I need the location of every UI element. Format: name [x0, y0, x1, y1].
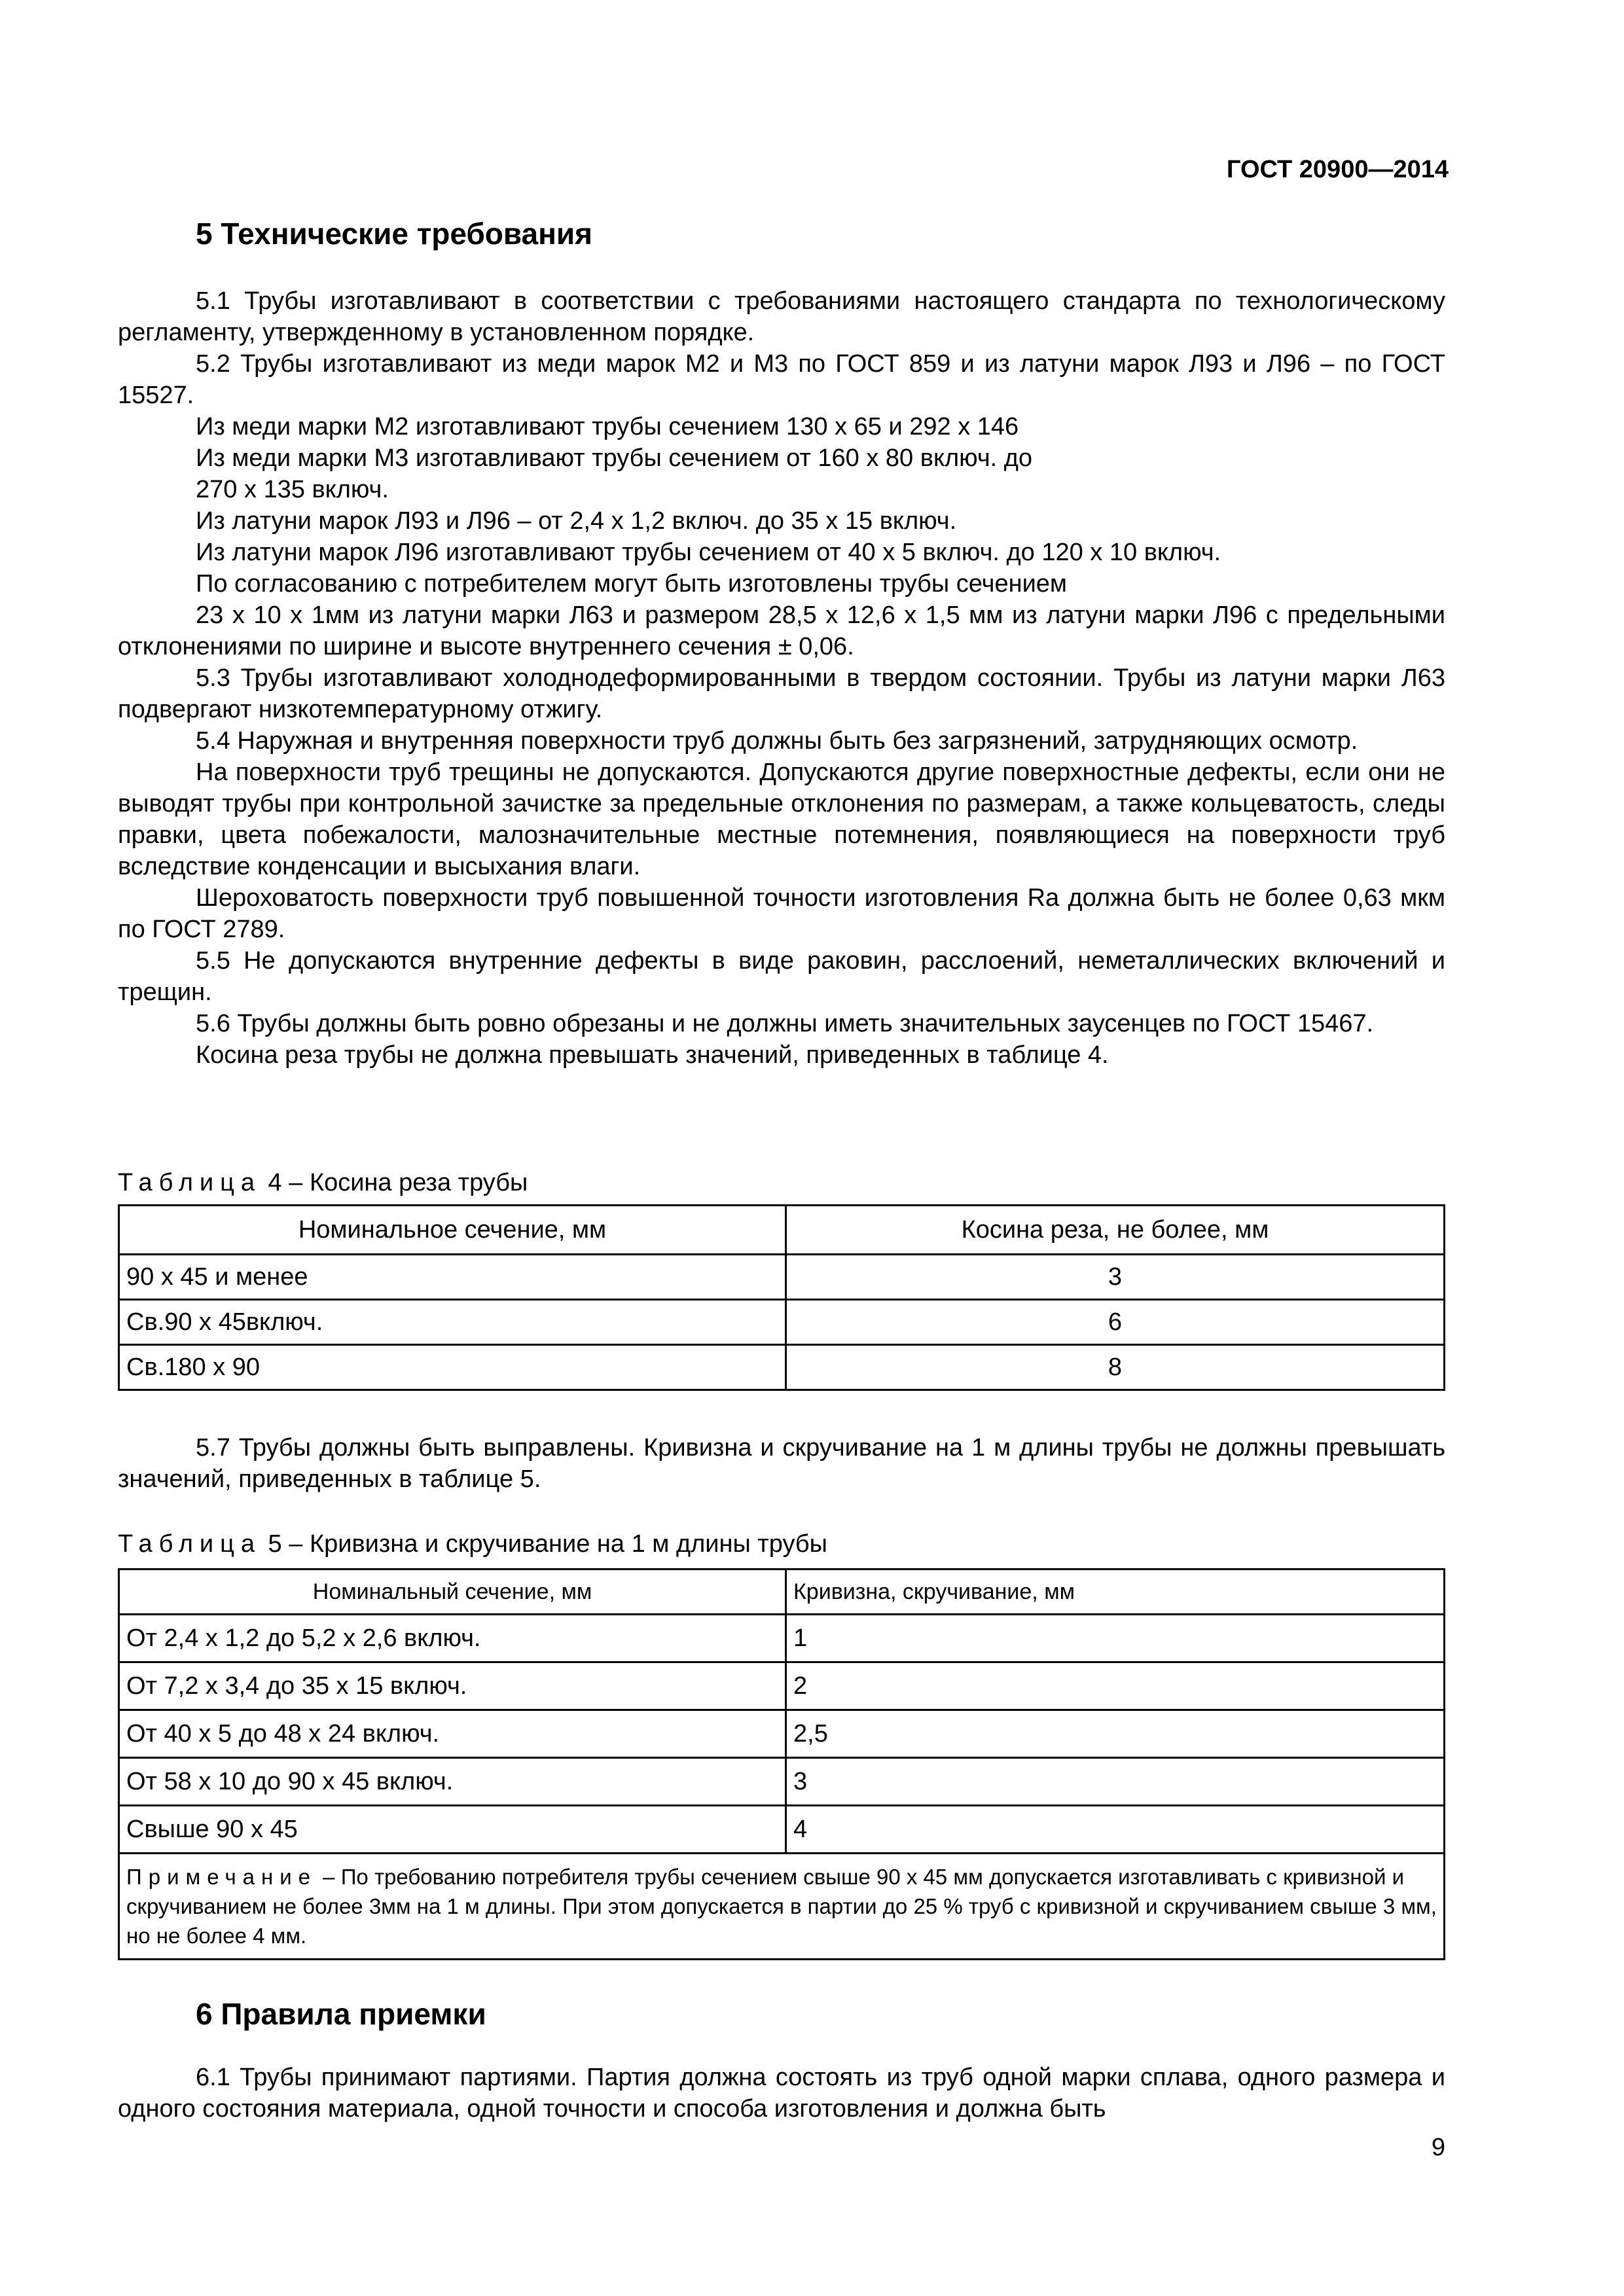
paragraph-5-7: 5.7 Трубы должны быть выправлены. Кривизна и скручивание на 1 м длины трубы не должны превышать значений, приведенных в таблице 5.	[118, 1434, 1445, 1493]
table-5-cell-section: Свыше 90 х 45	[119, 1806, 786, 1854]
table-4-caption-label: Таблица	[118, 1169, 261, 1196]
table-5-note-label: Примечание	[126, 1865, 317, 1889]
section-5-body	[118, 285, 1445, 1071]
table-row	[119, 1710, 1445, 1758]
paragraph-5-1: 5.1 Трубы изготавливают в соответствии с требованиями настоящего стандарта по технологическому регламенту, утвержденному в установленном порядке.	[118, 287, 1445, 346]
table-5-cell-curvature: 2	[786, 1662, 1445, 1710]
table-5-cell-curvature: 4	[786, 1806, 1445, 1854]
paragraph-cut-bevel: Косина реза трубы не должна превышать значений, приведенных в таблице 4.	[196, 1041, 1109, 1069]
paragraph-5-6: 5.6 Трубы должны быть ровно обрезаны и не должны иметь значительных заусенцев по ГОСТ 15467.	[196, 1010, 1374, 1037]
table-4-cell-bevel: 3	[786, 1255, 1445, 1300]
table-5-caption-text: 5 – Кривизна и скручивание на 1 м длины трубы	[261, 1530, 827, 1558]
table-row	[119, 1615, 1445, 1662]
section-5-title: 5 Технические требования	[196, 217, 592, 251]
paragraph-m2: Из меди марки М2 изготавливают трубы сечением 130 х 65 и 292 х 146	[196, 413, 1019, 440]
paragraph-6-1: 6.1 Трубы принимают партиями. Партия должна состоять из труб одной марки сплава, одного размера и одного состояния материала, одной точности и способа изготовления и должна быть	[118, 2064, 1445, 2123]
paragraph-l93: Из латуни марок Л93 и Л96 – от 2,4 х 1,2 включ. до 35 х 15 включ.	[196, 507, 957, 535]
table-4-header-row	[119, 1206, 1445, 1255]
table-row	[119, 1806, 1445, 1854]
table-row	[119, 1758, 1445, 1806]
paragraph-roughness: Шероховатость поверхности труб повышенной точности изготовления Ra должна быть не более 0,63 мкм по ГОСТ 2789.	[118, 884, 1445, 943]
table-5-cell-curvature: 1	[786, 1615, 1445, 1662]
table-4-caption	[118, 1169, 528, 1197]
table-4	[118, 1204, 1445, 1391]
table-4-header-bevel: Косина реза, не более, мм	[786, 1206, 1445, 1255]
table-4-cell-section: 90 х 45 и менее	[119, 1255, 786, 1300]
table-4-header-section: Номинальное сечение, мм	[119, 1206, 786, 1255]
table-row	[119, 1255, 1445, 1300]
section-6-body	[118, 2062, 1445, 2125]
paragraph-5-2: 5.2 Трубы изготавливают из меди марок М2 и М3 по ГОСТ 859 и из латуни марок Л93 и Л96 – по ГОСТ 15527.	[118, 350, 1445, 409]
table-5-cell-section: От 2,4 х 1,2 до 5,2 х 2,6 включ.	[119, 1615, 786, 1662]
table-5-header-row	[119, 1570, 1445, 1615]
table-5-note-text: – По требованию потребителя трубы сечением свыше 90 х 45 мм допускается изготавливать с кривизной и скручиванием не более 3мм на 1 м длины. При этом допускается в партии до 25 % труб с кривизной и скручиванием свыше 3 мм, но не более 4 мм.	[126, 1865, 1437, 1948]
paragraph-m3-cont: 270 х 135 включ.	[196, 476, 389, 503]
table-5-caption	[118, 1530, 827, 1558]
table-5-cell-curvature: 3	[786, 1758, 1445, 1806]
table-row	[119, 1300, 1445, 1345]
table-5-cell-section: От 7,2 х 3,4 до 35 х 15 включ.	[119, 1662, 786, 1710]
table-4-caption-text: 4 – Косина реза трубы	[261, 1169, 528, 1196]
paragraph-agreement: По согласованию с потребителем могут быть изготовлены трубы сечением	[196, 570, 1068, 598]
page-number: 9	[1431, 2134, 1445, 2161]
paragraph-l96: Из латуни марок Л96 изготавливают трубы сечением от 40 х 5 включ. до 120 х 10 включ.	[196, 539, 1221, 566]
table-5-note-row	[119, 1854, 1445, 1960]
paragraph-m3: Из меди марки М3 изготавливают трубы сечением от 160 х 80 включ. до	[196, 444, 1033, 472]
table-4-cell-section: Св.180 х 90	[119, 1345, 786, 1390]
paragraph-defects: На поверхности труб трещины не допускаются. Допускаются другие поверхностные дефекты, если они не выводят трубы при контрольной зачистке за предельные отклонения по размерам, а также кольцеватость, следы правки, цвета побежалости, малозначительные местные потемнения, появляющиеся на поверхности труб вследствие конденсации и высыхания влаги.	[118, 759, 1445, 880]
paragraph-5-4: 5.4 Наружная и внутренняя поверхности труб должны быть без загрязнений, затрудняющих осмотр.	[196, 727, 1358, 755]
table-5-header-section: Номинальный сечение, мм	[119, 1570, 786, 1615]
paragraph-5-3: 5.3 Трубы изготавливают холоднодеформированными в твердом состоянии. Трубы из латуни марки Л63 подвергают низкотемпературному отжигу.	[118, 664, 1445, 723]
table-5-cell-section: От 40 х 5 до 48 х 24 включ.	[119, 1710, 786, 1758]
table-4-cell-bevel: 8	[786, 1345, 1445, 1390]
table-5-caption-label: Таблица	[118, 1530, 261, 1558]
table-row	[119, 1662, 1445, 1710]
table-5	[118, 1568, 1445, 1960]
table-row	[119, 1345, 1445, 1390]
document-header: ГОСТ 20900—2014	[1226, 156, 1449, 183]
table-5-header-curvature: Кривизна, скручивание, мм	[786, 1570, 1445, 1615]
table-4-cell-section: Св.90 х 45включ.	[119, 1300, 786, 1345]
section-5-7-body	[118, 1432, 1445, 1495]
section-6-title: 6 Правила приемки	[196, 1997, 486, 2031]
paragraph-l63: 23 х 10 х 1мм из латуни марки Л63 и размером 28,5 х 12,6 х 1,5 мм из латуни марки Л96 с предельными отклонениями по ширине и высоте внутреннего сечения ± 0,06.	[118, 601, 1445, 660]
table-5-note	[119, 1854, 1445, 1960]
table-5-cell-section: От 58 х 10 до 90 х 45 включ.	[119, 1758, 786, 1806]
table-4-cell-bevel: 6	[786, 1300, 1445, 1345]
table-5-cell-curvature: 2,5	[786, 1710, 1445, 1758]
paragraph-5-5: 5.5 Не допускаются внутренние дефекты в виде раковин, расслоений, неметаллических включений и трещин.	[118, 947, 1445, 1006]
